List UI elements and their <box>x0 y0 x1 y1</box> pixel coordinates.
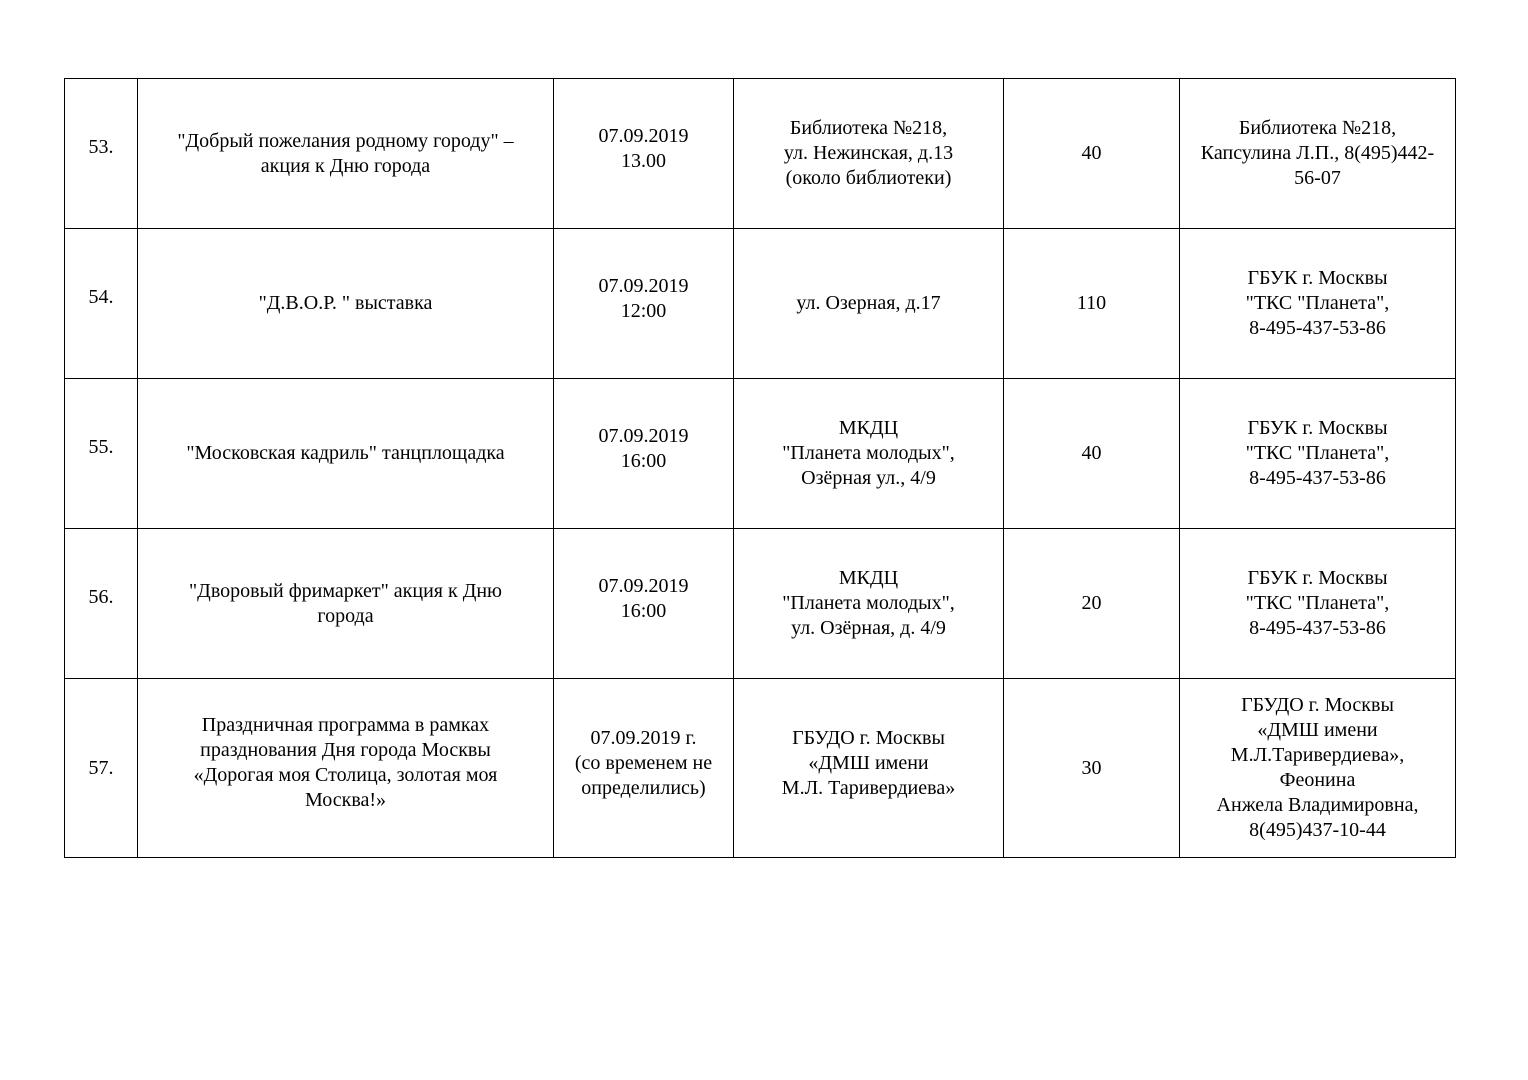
table-row <box>65 229 1456 379</box>
event-number: 57. <box>65 679 138 858</box>
event-organizer: ГБУК г. Москвы "ТКС "Планета", 8-495-437-53-86 <box>1180 229 1456 379</box>
event-datetime: 07.09.2019 16:00 <box>554 379 734 529</box>
table-row <box>65 529 1456 679</box>
table-row <box>65 379 1456 529</box>
event-place: МКДЦ "Планета молодых", ул. Озёрная, д. 4/9 <box>734 529 1004 679</box>
event-datetime: 07.09.2019 16:00 <box>554 529 734 679</box>
event-datetime: 07.09.2019 г. (со временем не определились) <box>554 679 734 858</box>
event-organizer: ГБУК г. Москвы "ТКС "Планета", 8-495-437-53-86 <box>1180 529 1456 679</box>
event-attendees: 30 <box>1004 679 1180 858</box>
events-table <box>64 78 1456 858</box>
event-organizer: ГБУДО г. Москвы «ДМШ имени М.Л.Таривердиева», Феонина Анжела Владимировна, 8(495)437-10-44 <box>1180 679 1456 858</box>
event-organizer: ГБУК г. Москвы "ТКС "Планета", 8-495-437-53-86 <box>1180 379 1456 529</box>
event-title: "Дворовый фримаркет" акция к Дню города <box>138 529 554 679</box>
event-title: "Московская кадриль" танцплощадка <box>138 379 554 529</box>
event-place: МКДЦ "Планета молодых", Озёрная ул., 4/9 <box>734 379 1004 529</box>
event-number: 56. <box>65 529 138 679</box>
event-attendees: 20 <box>1004 529 1180 679</box>
table-row <box>65 79 1456 229</box>
table-row <box>65 679 1456 858</box>
event-number: 55. <box>65 379 138 529</box>
event-number: 53. <box>65 79 138 229</box>
event-datetime: 07.09.2019 13.00 <box>554 79 734 229</box>
event-title: "Добрый пожелания родному городу" – акция к Дню города <box>138 79 554 229</box>
event-attendees: 110 <box>1004 229 1180 379</box>
event-title: Праздничная программа в рамках празднования Дня города Москвы «Дорогая моя Столица, золотая моя Москва!» <box>138 679 554 858</box>
event-place: Библиотека №218, ул. Нежинская, д.13 (около библиотеки) <box>734 79 1004 229</box>
event-place: ГБУДО г. Москвы «ДМШ имени М.Л. Таривердиева» <box>734 679 1004 858</box>
event-number: 54. <box>65 229 138 379</box>
event-attendees: 40 <box>1004 379 1180 529</box>
event-title: "Д.В.О.Р. " выставка <box>138 229 554 379</box>
event-datetime: 07.09.2019 12:00 <box>554 229 734 379</box>
event-attendees: 40 <box>1004 79 1180 229</box>
event-place: ул. Озерная, д.17 <box>734 229 1004 379</box>
event-organizer: Библиотека №218, Капсулина Л.П., 8(495)442- 56-07 <box>1180 79 1456 229</box>
